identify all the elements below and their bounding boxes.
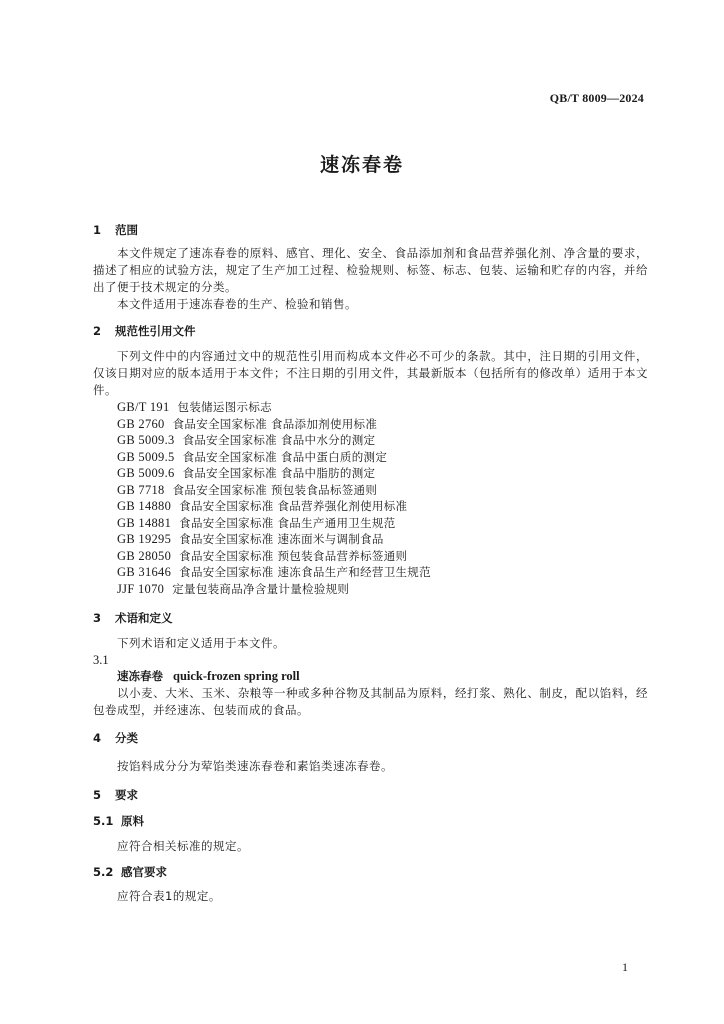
subsection-number: 5.2 [93, 865, 114, 879]
reference-code: JJF 1070 [117, 581, 165, 596]
section-heading-requirements [93, 787, 648, 803]
reference-item [117, 416, 648, 433]
subsection-number: 5.1 [93, 814, 114, 828]
reference-title: 食品安全国家标准 食品中蛋白质的测定 [182, 449, 388, 464]
reference-code: GB 28050 [117, 548, 172, 563]
reference-code: GB 14881 [117, 515, 172, 530]
term-number: 3.1 [93, 653, 109, 667]
reference-code: GB 7718 [117, 482, 165, 497]
reference-title: 食品安全国家标准 预包装食品标签通则 [172, 482, 378, 497]
reference-item [117, 548, 648, 565]
document-title: 速冻春卷 [319, 154, 404, 176]
reference-code: GB 19295 [117, 532, 172, 546]
reference-code: GB 5009.3 [117, 433, 175, 447]
reference-title: 食品安全国家标准 食品营养强化剂使用标准 [179, 499, 408, 513]
reference-title: 食品安全国家标准 食品中脂肪的测定 [182, 466, 376, 480]
section-heading-classification [93, 730, 648, 746]
term-chinese: 速冻春卷 [117, 669, 163, 683]
reference-title: 食品安全国家标准 速冻食品生产和经营卫生规范 [179, 565, 431, 579]
reference-item [117, 498, 648, 515]
reference-title: 包装储运图示标志 [177, 400, 272, 414]
raw-materials-text: 应符合相关标准的规定。 [117, 839, 249, 853]
reference-code: GB 31646 [117, 565, 172, 579]
reference-title: 食品安全国家标准 速冻面米与调制食品 [179, 532, 384, 546]
standard-code: QB/T 8009—2024 [549, 91, 644, 105]
reference-code: GB 5009.5 [117, 449, 175, 464]
subsection-heading-sensory [93, 864, 648, 880]
reference-item [117, 399, 648, 416]
subsection-heading-raw-materials [93, 813, 648, 829]
subsection-title: 感官要求 [121, 865, 167, 879]
section-title: 范围 [115, 223, 138, 237]
terms-intro: 下列术语和定义适用于本文件。 [117, 636, 285, 650]
term-definition: 以小麦、大米、玉米、杂粮等一种或多种谷物及其制品为原料，经打浆、熟化、制皮，配以馅料，经包卷成型，并经速冻、包装而成的食品。 [93, 686, 648, 717]
section-number: 1 [93, 223, 102, 237]
scope-applicability: 本文件适用于速冻春卷的生产、检验和销售。 [117, 297, 357, 311]
term-english: quick-frozen spring roll [173, 669, 300, 683]
sensory-text: 应符合表1的规定。 [117, 889, 221, 903]
section-title: 分类 [115, 731, 138, 745]
reference-code: GB/T 191 [117, 400, 170, 414]
reference-title: 食品安全国家标准 食品中水分的测定 [182, 433, 376, 447]
reference-item [117, 482, 648, 499]
section-title: 规范性引用文件 [115, 324, 196, 338]
section-heading-terms [93, 610, 648, 626]
section-title: 要求 [115, 788, 138, 802]
section-number: 5 [93, 788, 102, 802]
section-title: 术语和定义 [115, 611, 173, 625]
reference-code: GB 2760 [117, 416, 165, 431]
reference-code: GB 14880 [117, 499, 172, 513]
reference-title: 食品安全国家标准 食品生产通用卫生规范 [179, 515, 396, 530]
reference-item [117, 564, 648, 581]
term-entry [117, 668, 648, 685]
reference-item [117, 432, 648, 449]
reference-title: 食品安全国家标准 预包装食品营养标签通则 [179, 548, 408, 563]
reference-item [117, 531, 648, 548]
subsection-title: 原料 [121, 814, 144, 828]
section-heading-normative [93, 323, 648, 339]
reference-title: 定量包装商品净含量计量检验规则 [172, 581, 350, 596]
section-number: 2 [93, 324, 102, 338]
classification-text: 按馅料成分分为荤馅类速冻春卷和素馅类速冻春卷。 [117, 759, 393, 773]
reference-code: GB 5009.6 [117, 466, 175, 480]
section-number: 4 [93, 731, 102, 745]
normative-intro: 下列文件中的内容通过文中的规范性引用而构成本文件必不可少的条款。其中，注日期的引用文件，仅该日期对应的版本适用于本文件；不注日期的引用文件，其最新版本（包括所有的修改单）适用于本文件。 [93, 349, 648, 397]
reference-item [117, 581, 648, 598]
reference-item [117, 515, 648, 532]
scope-paragraph: 本文件规定了速冻春卷的原料、感官、理化、安全、食品添加剂和食品营养强化剂、净含量的要求，描述了相应的试验方法，规定了生产加工过程、检验规则、标签、标志、包装、运输和贮存的内容，并给出了便于技术规定的分类。 [93, 246, 648, 294]
reference-list [93, 399, 648, 597]
reference-item [117, 465, 648, 482]
section-heading-scope [93, 222, 648, 238]
section-number: 3 [93, 611, 102, 625]
reference-title: 食品安全国家标准 食品添加剂使用标准 [172, 416, 378, 431]
reference-item [117, 449, 648, 466]
document-body [93, 222, 648, 905]
page-number: 1 [622, 960, 628, 974]
